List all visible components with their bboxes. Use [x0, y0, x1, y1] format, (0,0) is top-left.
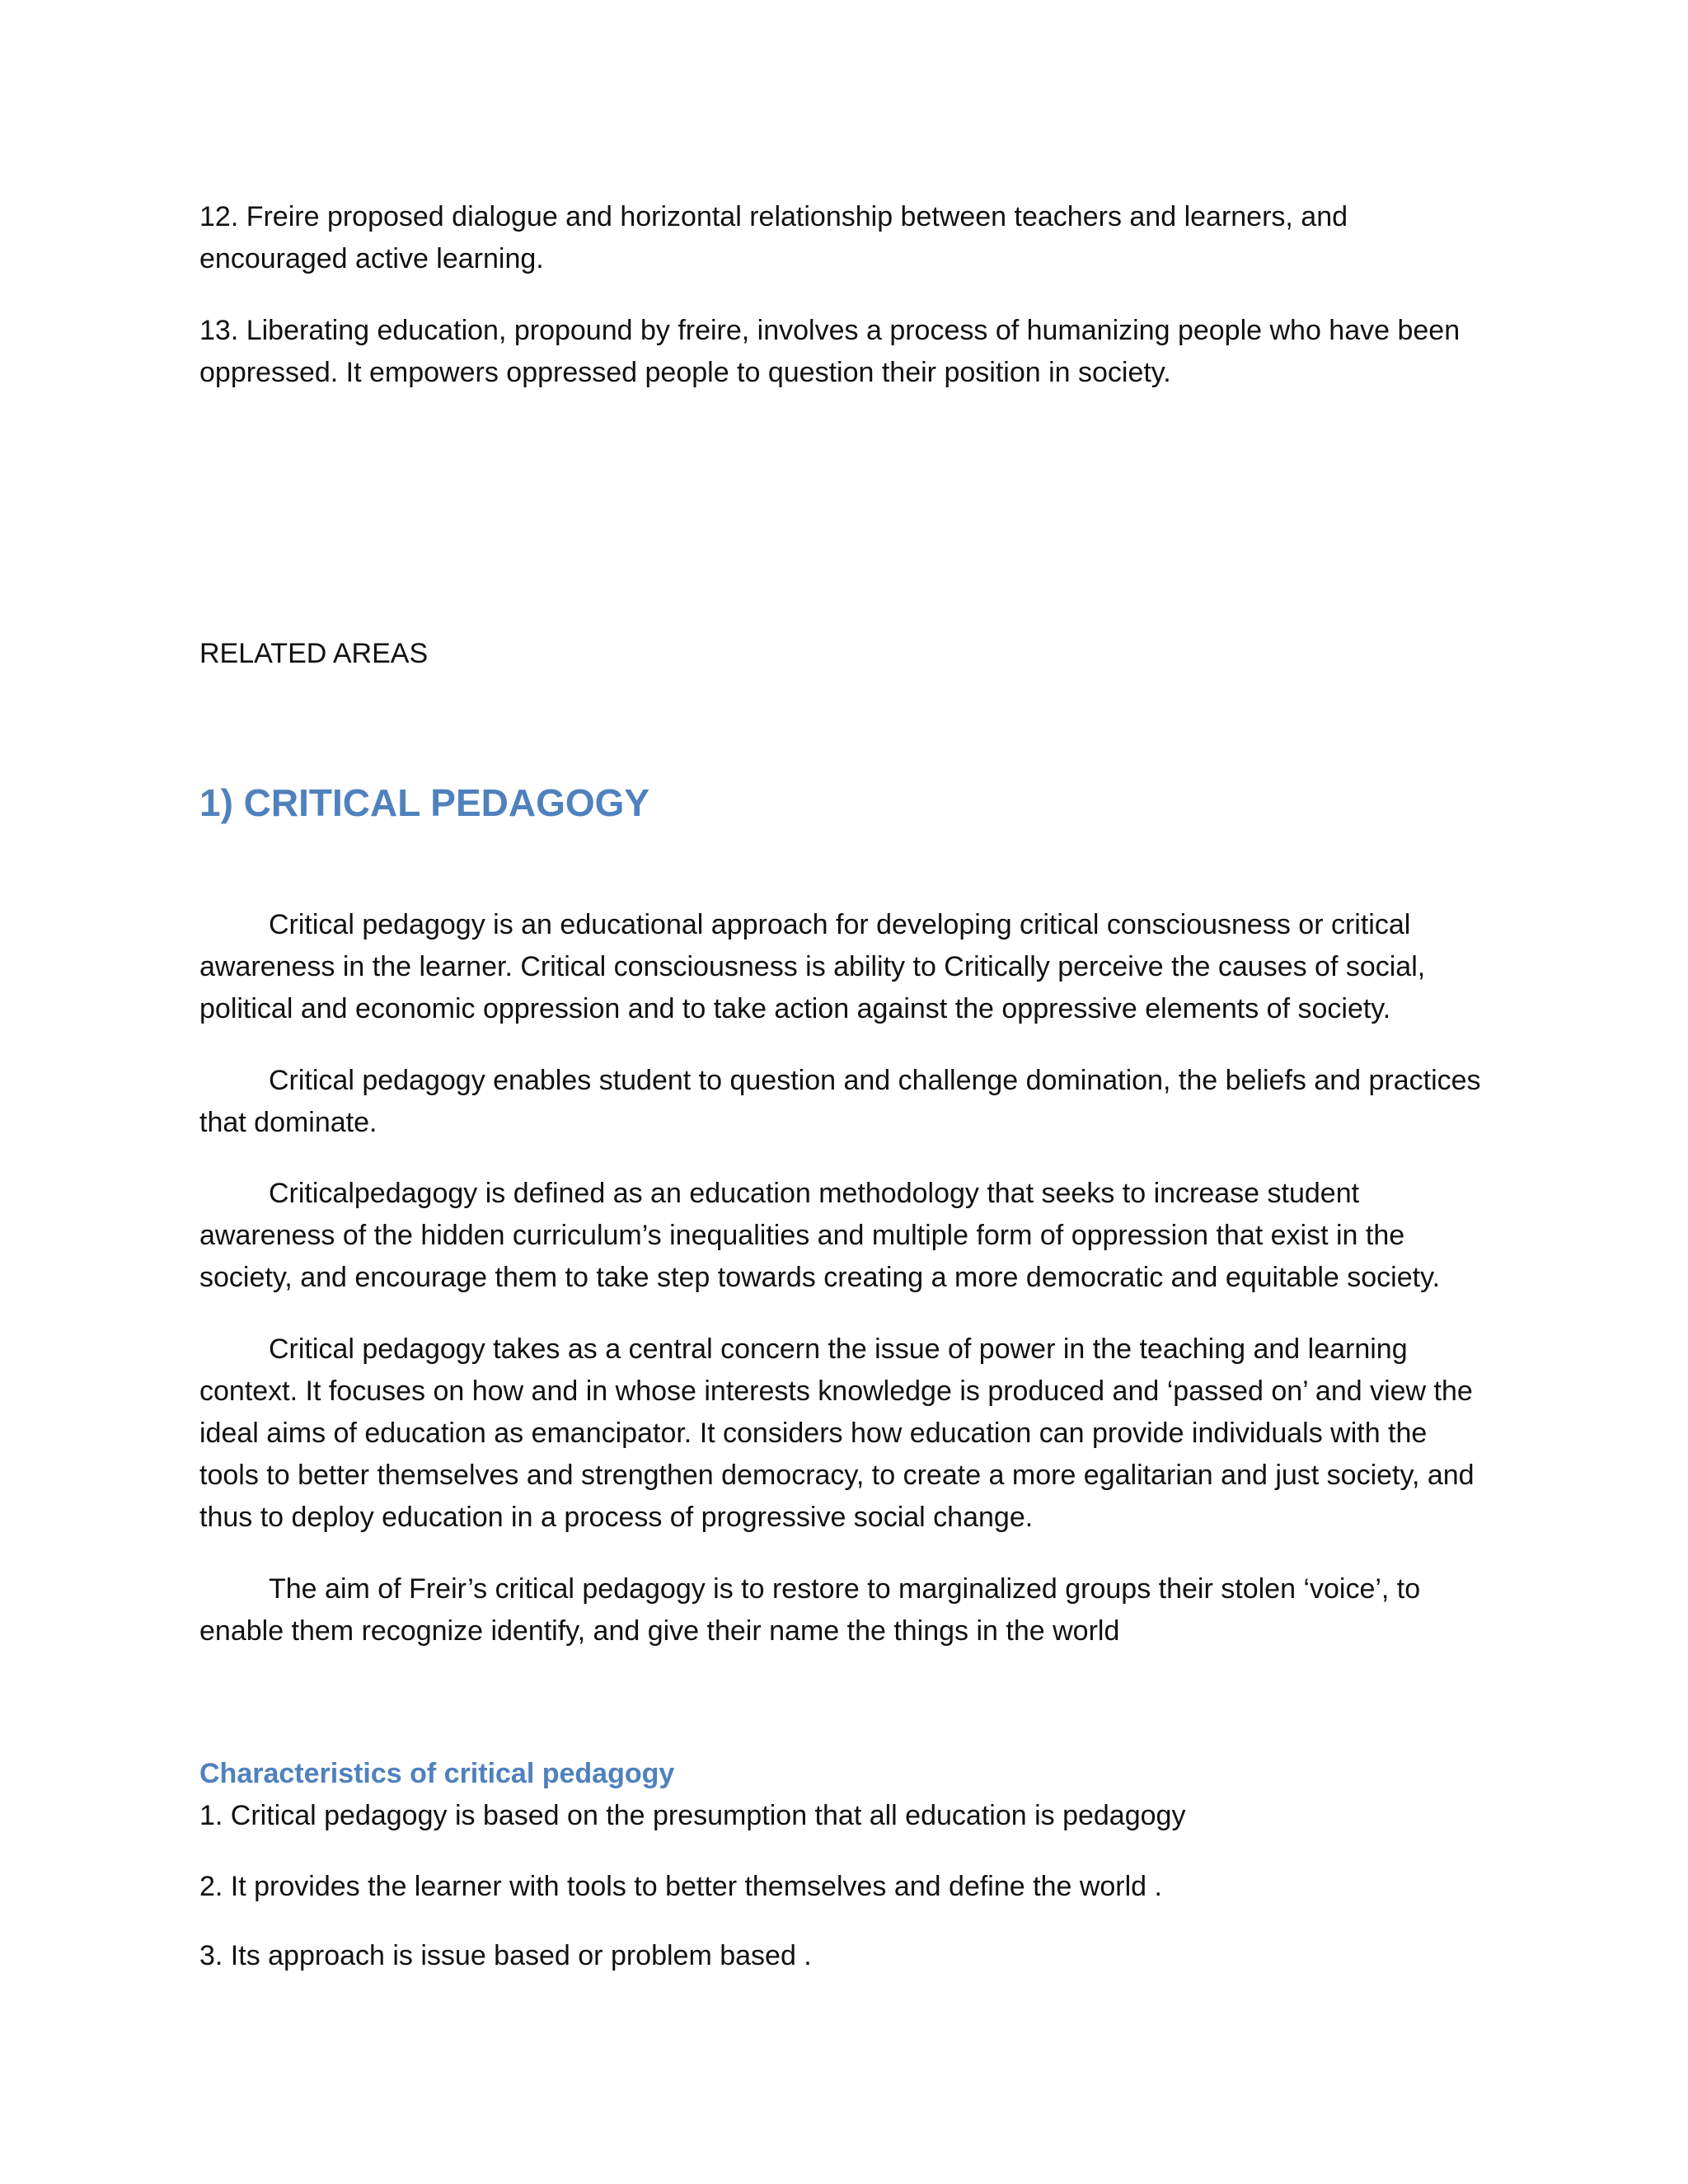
related-areas-label: RELATED AREAS	[199, 638, 429, 669]
critical-pedagogy-paragraph: Critical pedagogy is an educational approach for developing critical consciousness or critical awareness in the learner. Critical consciousness is ability to Critically perceive the causes of social, political and economic oppression and to take action against the oppressive elements of society.	[199, 909, 1426, 1024]
characteristic-item: 3. Its approach is issue based or problem based .	[199, 1940, 812, 1971]
characteristic-item: 2. It provides the learner with tools to better themselves and define the world .	[199, 1871, 1162, 1902]
characteristic-item: 1. Critical pedagogy is based on the presumption that all education is pedagogy	[199, 1800, 1186, 1831]
critical-pedagogy-paragraph: Critical pedagogy takes as a central concern the issue of power in the teaching and learning context. It focuses on how and in whose interests knowledge is produced and ‘passed on’ and view the ideal aims of education as emancipator. It considers how education can provide individuals with the tools to better themselves and strengthen democracy, to create a more egalitarian and just society, and thus to deploy education in a process of progressive social change.	[199, 1333, 1475, 1533]
critical-pedagogy-paragraph: Critical pedagogy enables student to question and challenge domination, the beliefs and practices that dominate.	[199, 1065, 1481, 1138]
critical-pedagogy-paragraph: The aim of Freir’s critical pedagogy is to restore to marginalized groups their stolen ‘voice’, to enable them recognize identify, and give their name the things in the world	[199, 1573, 1421, 1647]
critical-pedagogy-heading: 1) CRITICAL PEDAGOGY	[199, 781, 650, 824]
numbered-point-12: 12. Freire proposed dialogue and horizontal relationship between teachers and learners, and encouraged active learning.	[199, 201, 1348, 274]
characteristics-heading: Characteristics of critical pedagogy	[199, 1758, 675, 1789]
critical-pedagogy-paragraph: Criticalpedagogy is defined as an education methodology that seeks to increase student awareness of the hidden curriculum’s inequalities and multiple form of oppression that exist in the society, and encourage them to take step towards creating a more democratic and equitable society.	[199, 1178, 1441, 1293]
numbered-point-13: 13. Liberating education, propound by freire, involves a process of humanizing people who have been oppressed. It empowers oppressed people to question their position in society.	[199, 315, 1461, 388]
